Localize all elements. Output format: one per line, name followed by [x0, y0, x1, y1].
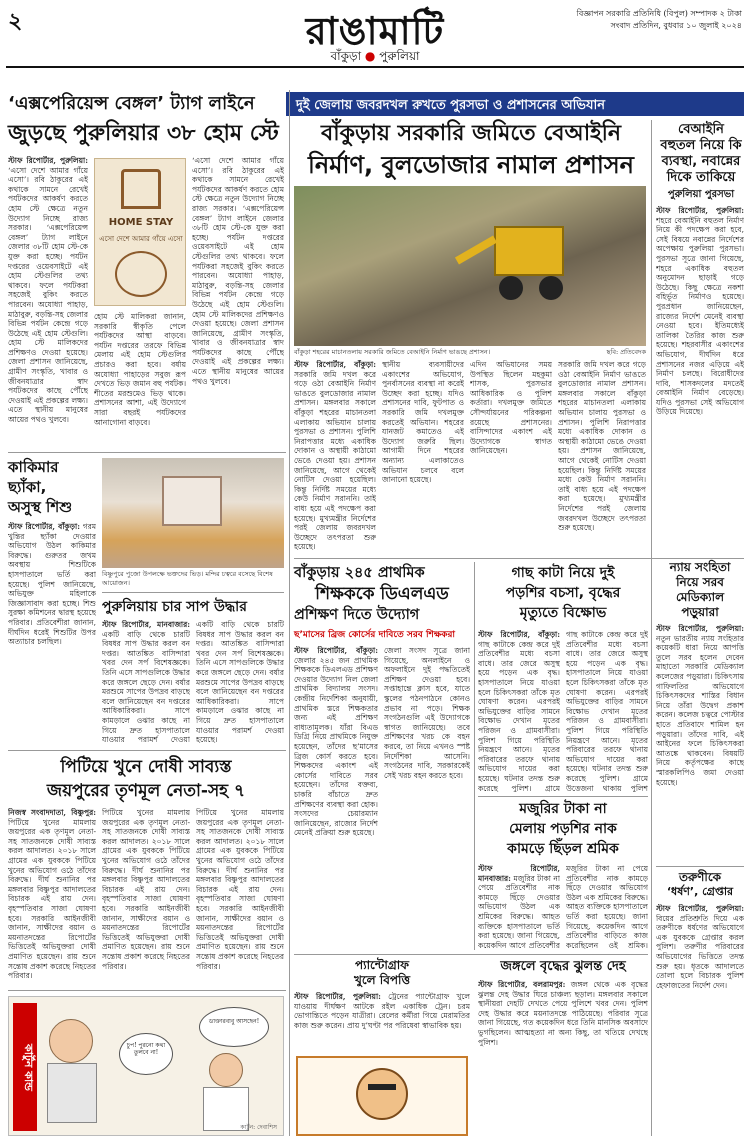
homestay-image — [94, 158, 186, 306]
wage-body-col2 — [566, 864, 648, 950]
snake-body-cont: একটি বাড়ি থেকে চারটি বিষধর সাপ উদ্ধার করল বন দপ্তর। আতঙ্কিত বাসিন্দারা খবর দেন সর্প বিশেষজ্ঞকে। তিনি এসে সাপগুলিকে উদ্ধার করে জঙ্গলে ছেড়ে দেন। বর্ষার মরশুমে সাপের উপদ্রব বাড়ছে বলে জানিয়েছেন বন দপ্তরের আধিকারিকরা। সাপে কামড়ালে ওঝার কাছে না গিয়ে দ্রুত হাসপাতালে যাওয়ার পরামর্শ দেওয়া হয়েছে। — [196, 620, 284, 744]
masthead-sub-right: পুরুলিয়া — [379, 49, 420, 63]
column-divider — [474, 562, 475, 950]
purasabha-body-text: শহরে বেআইনি বহুতল নির্মাণ নিয়ে কী পদক্ষেপ করা হবে, সেই বিষয়ে নবান্নের নির্দেশের অপেক্ষায় পুরুলিয়া পুরসভা। পুরসভা সূত্রে জানা গিয়েছে, শহরে একাধিক বহুতল অনুমোদন ছাড়াই গড়ে উঠেছে। কিছু ক্ষেত্রে নকশা বহির্ভূত নির্মাণও হয়েছে। পুরপ্রধান জানিয়েছেন, রাজ্যের নির্দেশ মেনেই ব্যবস্থা নেওয়া হবে। ইতিমধ্যেই তালিকা তৈরির কাজ শুরু হয়েছে। — [656, 215, 744, 350]
homestay-body-cont: ‘এসো দেশে আমার গাঁয়ে এসো’। রবি ঠাকুরের এই কথাকে সামনে রেখেই পর্যটকদের আকর্ষণ করতে হোম স্টে ক্ষেত্রে নতুন উদ্যোগ নিচ্ছে রাজ্য সরকার। ‘এক্সপেরিয়েন্স বেঙ্গল’ ট্যাগ লাইনে জেলার ৩৮টি হোম স্টে-কে যুক্ত করা হচ্ছে। পর্যটন দপ্তরের ওয়েবসাইটে এই হোম স্টেগুলির তথ্য থাকবে। ফলে পর্যটকরা সহজেই বুকিং করতে পারবেন। অযোধ্যা পাহাড়, মাঠাবুরু, বড়ন্তি-সহ জেলার বিভিন্ন পর্যটন কেন্দ্রে গড়ে উঠেছে এই হোম স্টেগুলি। হোম স্টে মালিকদের প্রশিক্ষণও দেওয়া হয়েছে। জেলা প্রশাসন জানিয়েছে, গ্রামীণ সংস্কৃতি, খাবার ও জীবনযাত্রার স্বাদ পর্যটকদের কাছে পৌঁছে দেওয়াই এই প্রকল্পের লক্ষ্য। এতে স্থানীয় মানুষের আয়ের পথও খুলবে। — [192, 156, 284, 386]
pantograph-headline-1: প্যান্টোগ্রাফ — [354, 958, 410, 972]
deled-body2: জেলা সংসদ সূত্রে জানা গিয়েছে, অনলাইনে ও অফলাইনে দুই পদ্ধতিতেই প্রশিক্ষণ দেওয়া হবে। সপ্তাহান্তে ক্লাস হবে, যাতে স্কুলের পঠনপাঠনে কোনও প্রভাব না পড়ে। শিক্ষক সংগঠনগুলি এই উদ্যোগকে স্বাগত জানিয়েছে। তবে প্রশিক্ষণের খরচ কে বহন করবে, তা নিয়ে এখনও স্পষ্ট নির্দেশিকা আসেনি। সংগঠনের দাবি, সরকারকেই সেই খরচ বহন করতে হবে। — [384, 646, 470, 780]
wage-byline: স্টাফ রিপোর্টার, মানবাজার: — [478, 864, 560, 883]
pantograph-body — [294, 992, 470, 1052]
masthead-title: রাঙামাটি — [305, 8, 445, 53]
divider — [656, 866, 744, 867]
bulldozer-body2: স্থানীয় ব্যবসায়ীদের একাংশের অভিযোগ, পুনর্বাসনের ব্যবস্থা না করেই উচ্ছেদ করা হচ্ছে। যদিও প্রশাসনের দাবি, ফুটপাত ও সরকারি জমি দখলমুক্ত করতেই অভিযান। শহরের যানজট কমাতেও এই উদ্যোগ জরুরি ছিল। আগামী দিনে শহরের অন্যান্য এলাকাতেও অভিযান চলবে বলে জানানো হয়েছে। — [382, 360, 464, 485]
sanhita-byline: স্টাফ রিপোর্টার, পুরুলিয়া: — [656, 624, 744, 633]
kakimar-headline-2: ছ্যাঁকা, — [8, 478, 47, 496]
jungle-headline: জঙ্গলে বৃদ্ধের ঝুলন্ত দেহ — [500, 959, 626, 974]
divider — [8, 750, 286, 751]
tree-headline-1: গাছ কাটা নিয়ে দুই — [511, 565, 615, 581]
purasabha-headline-2: বহুতল নিয়ে কি — [660, 138, 742, 153]
sunglasses-icon — [368, 1084, 396, 1090]
bulldozer-byline: স্টাফ রিপোর্টার, বাঁকুড়া: — [294, 360, 376, 369]
masthead-subtitle — [300, 48, 450, 68]
wheel-icon — [499, 276, 523, 300]
bulldozer-body-col4 — [558, 360, 646, 552]
pantograph-headline-2: খুলে বিপত্তি — [353, 973, 411, 987]
bulldozer-body-cont: সরকারি জমি দখল করে গড়ে ওঠা বেআইনি নির্মাণ ভাঙতে বুলডোজার নামাল প্রশাসন। মঙ্গলবার সকালে বাঁকুড়া শহরের মাচানতলা এলাকায় অভিযান চালায় পুরসভা ও প্রশাসন। পুলিশি নিরাপত্তার মধ্যে একাধিক দোকান ও অস্থায়ী কাঠামো ভেঙে দেওয়া হয়। প্রশাসন জানিয়েছে, আগে থেকেই নোটিস দেওয়া হয়েছিল। কিন্তু নির্দিষ্ট সময়ের মধ্যে কেউ নির্মাণ সরাননি। তাই বাধ্য হয়ে এই পদক্ষেপ করা হয়েছে। মুখ্যমন্ত্রীর নির্দেশের পরই জেলায় জবরদখল উচ্ছেদে তৎপরতা শুরু হয়েছে। — [558, 360, 646, 533]
homestay-body-col2 — [94, 312, 186, 446]
bulldozer-body-col1 — [294, 360, 376, 552]
tree-headline-3: মৃত্যুতে বিক্ষোভ — [519, 605, 607, 621]
bulldozer-photo-credit: ছবি: প্রতিবেদক — [606, 348, 646, 356]
deled-headline-2: শিক্ষককে ডিএলএড — [315, 584, 449, 604]
masthead-meta-line1: বিজ্ঞাপন সরকারি প্রতিনিধি (বিপুল) সম্পাদক ২ টাকা — [576, 9, 742, 18]
sanhita-headline-1: ন্যায় সংহিতা — [669, 560, 731, 574]
deled-body: জেলার ২৪৫ জন প্রাথমিক শিক্ষককে ডিএলএড প্রশিক্ষণ দেওয়ার উদ্যোগ নিল জেলা প্রাথমিক বিদ্যালয় সংসদ। কেন্দ্রীয় নির্দেশিকা অনুযায়ী, প্রাথমিক স্তরে শিক্ষকতার জন্য এই প্রশিক্ষণ বাধ্যতামূলক। যাঁরা বিএড ডিগ্রি নিয়ে প্রাথমিকে নিযুক্ত হয়েছেন, তাঁদের ছ’মাসের ব্রিজ কোর্স করতে হবে। শিক্ষকদের একাংশ এই কোর্সের দাবিতে সরব হয়েছেন। তাঁদের বক্তব্য, চাকরি বাঁচাতে দ্রুত প্রশিক্ষণের ব্যবস্থা করা হোক। সংসদের চেয়ারম্যান জানিয়েছেন, রাজ্যের নির্দেশ মেনেই প্রক্রিয়া শুরু হয়েছে। — [294, 655, 378, 838]
cartoon-credit: কার্টুন: দেবাশিস — [240, 1124, 277, 1131]
torunike-headline-1: তরুণীকে — [678, 870, 722, 884]
tree-body-col1 — [478, 630, 560, 792]
puja-photo — [102, 458, 284, 568]
jaipur-headline-2: জয়পুরের তৃণমূল নেতা-সহ ৭ — [46, 781, 246, 801]
divider — [656, 558, 744, 559]
bulldozer-body-col2 — [382, 360, 464, 552]
torunike-byline: স্টাফ রিপোর্টার, পুরুলিয়া: — [656, 904, 744, 913]
homestay-body-col1 — [8, 156, 88, 446]
bulldozer-icon — [494, 226, 564, 276]
deled-subhead: ছ’মাসের ব্রিজ কোর্সের দাবিতে সরব শিক্ষকরা — [294, 630, 456, 640]
purasabha-byline: স্টাফ রিপোর্টার, পুরুলিয়া: — [656, 206, 744, 215]
jaipur-body-col3 — [196, 808, 284, 984]
homestay-headline-1: ‘এক্সপেরিয়েন্স বেঙ্গল’ ট্যাগ লাইনে — [8, 93, 255, 114]
temple-icon — [162, 476, 222, 526]
masthead-meta — [542, 8, 742, 32]
jaipur-byline: নিজস্ব সংবাদদাতা, বিষ্ণুপুর: — [8, 808, 96, 817]
snake-headline: পুরুলিয়ায় চার সাপ উদ্ধার — [102, 599, 247, 615]
divider — [294, 954, 648, 955]
jaipur-body-col1 — [8, 808, 96, 984]
divider — [8, 990, 286, 991]
sanhita-headline-2: নিয়ে সরব — [676, 575, 724, 589]
masthead-rule — [6, 66, 744, 68]
homestay-image-tagline: এসো দেশে আমার গাঁয়ে এসো — [99, 235, 183, 243]
tree-body-cont: গাছ কাটাকে কেন্দ্র করে দুই প্রতিবেশীর মধ্যে বচসা বাধে। তার জেরে অসুস্থ হয়ে পড়েন এক বৃদ্ধ। হাসপাতালে নিয়ে যাওয়া হলে চিকিৎসকরা তাঁকে মৃত ঘোষণা করেন। এরপরই অভিযুক্তের বাড়ির সামনে বিক্ষোভ দেখান মৃতের পরিজন ও গ্রামবাসীরা। পুলিশ গিয়ে পরিস্থিতি নিয়ন্ত্রণে আনে। মৃতের পরিবারের তরফে থানায় অভিযোগ দায়ের করা হয়েছে। ঘটনার তদন্ত শুরু করেছে পুলিশ। গ্রামে উত্তেজনা থাকায় পুলিশ — [566, 630, 648, 792]
column-divider — [651, 120, 652, 1136]
kakimar-headline-1: কাকিমার — [8, 458, 59, 476]
purasabha-body-text2: শহরবাসীর একাংশের অভিযোগ, দীর্ঘদিন ধরে প্রশাসনের নজর এড়িয়ে এই নির্মাণ চলছে। বিরোধীদের দাবি, শাসকদলের মদতেই বেআইনি নির্মাণ বেড়েছে। যদিও পুরসভা সেই অভিযোগ উড়িয়ে দিয়েছে। — [656, 340, 744, 417]
deled-body-col2 — [384, 646, 470, 948]
tree-headline-2: পড়শির বচসা, বৃদ্ধের — [505, 585, 621, 601]
masthead-sub-left: বাঁকুড়া — [330, 49, 362, 63]
bulldozer-photo-caption: বাঁকুড়া শহরের মাচানতলায় সরকারি জমিতে বেআইনি নির্মাণ ভাঙছে প্রশাসন। — [294, 348, 491, 356]
homestay-headline-2: জুড়ছে পুরুলিয়ার ৩৮ হোম স্টে — [8, 121, 279, 146]
jaipur-body-cont2: পিটিয়ে খুনের মামলায় জয়পুরের এক তৃণমূল নেতা-সহ সাতজনকে দোষী সাব্যস্ত করল আদালত। ২০১৮ সালে গ্রামের এক যুবককে পিটিয়ে খুনের অভিযোগ ওঠে তাঁদের বিরুদ্ধে। দীর্ঘ শুনানির পর মঙ্গলবার বিষ্ণুপুর আদালতের বিচারক এই রায় দেন। বৃহস্পতিবার সাজা ঘোষণা হবে। সরকারি আইনজীবী জানান, সাক্ষীদের বয়ান ও ময়নাতদন্তের রিপোর্টের ভিত্তিতেই অভিযুক্তরা দোষী প্রমাণিত হয়েছেন। রায় শুনে সন্তোষ প্রকাশ করেছে নিহতের পরিবার। — [196, 808, 284, 971]
jaipur-body-cont: পিটিয়ে খুনের মামলায় জয়পুরের এক তৃণমূল নেতা-সহ সাতজনকে দোষী সাব্যস্ত করল আদালত। ২০১৮ সালে গ্রামের এক যুবককে পিটিয়ে খুনের অভিযোগ ওঠে তাঁদের বিরুদ্ধে। দীর্ঘ শুনানির পর মঙ্গলবার বিষ্ণুপুর আদালতের বিচারক এই রায় দেন। বৃহস্পতিবার সাজা ঘোষণা হবে। সরকারি আইনজীবী জানান, সাক্ষীদের বয়ান ও ময়নাতদন্তের রিপোর্টের ভিত্তিতেই অভিযুক্তরা দোষী প্রমাণিত হয়েছেন। রায় শুনে সন্তোষ প্রকাশ করেছে নিহতের পরিবার। — [102, 808, 190, 971]
cartoon-face2-icon — [209, 1053, 243, 1087]
jungle-body — [478, 980, 648, 1136]
jaipur-body-col2 — [102, 808, 190, 984]
kakimar-byline: স্টাফ রিপোর্টার, বাঁকুড়া: — [8, 522, 80, 531]
bulldozer-headline-1: বাঁকুড়ায় সরকারি জমিতে বেআইনি — [320, 121, 622, 146]
wage-body: মজুরির টাকা না পেয়ে প্রতিবেশীর নাক কামড়ে ছিঁড়ে দেওয়ার অভিযোগ উঠল এক শ্রমিকের বিরুদ্ধে। আহত ব্যক্তিকে হাসপাতালে ভর্তি করা হয়েছে। জানা গিয়েছে, কয়েকদিন আগে প্রতিবেশীর — [478, 873, 560, 950]
purasabha-headline-3: ব্যবস্থা, নবান্নের — [661, 154, 741, 169]
cartoon-side-label: কার্টুন কান্ড — [13, 1003, 37, 1131]
sanhita-headline-4: পড়ুয়ারা — [681, 605, 719, 619]
snake-byline: স্টাফ রিপোর্টার, মানবাজার: — [102, 620, 190, 629]
purasabha-headline-1: বেআইনি — [678, 122, 724, 137]
page-number: ২ — [8, 8, 23, 34]
wheel-icon — [539, 276, 563, 300]
sanhita-body-text: নতুন ভারতীয় ন্যায় সংহিতার কয়েকটি ধারা নিয়ে আপত্তি তুলে সরব হলেন দেবেন মাহাতো সরকারি মেডিক্যাল কলেজের পড়ুয়ারা। চিকিৎসায় গাফিলতির অভিযোগে চিকিৎসকদের শাস্তির বিধান নিয়ে তাঁরা উদ্বেগ প্রকাশ করেন। কলেজ চত্বরে পোস্টার হাতে প্রতিবাদে শামিল হন পড়ুয়ারা। তাঁদের দাবি, এই আইনের ফলে চিকিৎসকরা আতঙ্কে থাকবেন। বিষয়টি নিয়ে কর্তৃপক্ষের কাছে স্মারকলিপিও জমা দেওয়া হয়েছে। — [656, 633, 744, 787]
cartoon-body-icon — [47, 1063, 97, 1123]
bulldozer-headline-2: নির্মাণ, বুলডোজার নামাল প্রশাসন — [307, 151, 635, 179]
tree-byline: স্টাফ রিপোর্টার, বাঁকুড়া: — [478, 630, 560, 639]
divider — [478, 796, 648, 797]
snake-body-col1 — [102, 620, 190, 744]
torunike-body — [656, 904, 744, 1134]
logo-emblem-icon — [115, 251, 167, 297]
tree-body: গাছ কাটাকে কেন্দ্র করে দুই প্রতিবেশীর মধ্যে বচসা বাধে। তার জেরে অসুস্থ হয়ে পড়েন এক বৃদ্ধ। হাসপাতালে নিয়ে যাওয়া হলে চিকিৎসকরা তাঁকে মৃত ঘোষণা করেন। এরপরই অভিযুক্তের বাড়ির সামনে বিক্ষোভ দেখান মৃতের পরিজন ও গ্রামবাসীরা। পুলিশ গিয়ে পরিস্থিতি নিয়ন্ত্রণে আনে। মৃতের পরিবারের তরফে থানায় অভিযোগ দায়ের করা হয়েছে। ঘটনার তদন্ত শুরু করেছে পুলিশ। গ্রামে — [478, 639, 560, 792]
cartoon-illustration — [296, 1056, 468, 1136]
torunike-headline-2: ‘ধর্ষণ’, গ্রেপ্তার — [666, 885, 734, 898]
torunike-body-text: বিয়ের প্রতিশ্রুতি দিয়ে এক তরুণীকে ধর্ষণের অভিযোগে এক যুবককে গ্রেপ্তার করল পুলিশ। তরুণীর পরিবারের অভিযোগের ভিত্তিতে তদন্ত শুরু হয়। ধৃতকে আদালতে তোলা হলে বিচারক পুলিশ হেফাজতের নির্দেশ দেন। — [656, 913, 744, 990]
homestay-body2: হোম স্টে মালিকরা জানান, সরকারি স্বীকৃতি পেলে পর্যটকদের আস্থা বাড়বে। পর্যটন দপ্তরের তরফে বিভিন্ন মেলায় এই হোম স্টেগুলির প্রচারও করা হবে। বর্ষায় অযোধ্যা পাহাড়ের সবুজ রূপ দেখতে ভিড় জমান বহু পর্যটক। শীতের মরশুমেও ভিড় থাকে। প্রশাসনের আশা, এই উদ্যোগে সারা বছরই পর্যটকদের আনাগোনা বাড়বে। — [94, 312, 186, 427]
deled-byline: স্টাফ রিপোর্টার, বাঁকুড়া: — [294, 646, 378, 655]
bulldozer-body-col3 — [470, 360, 552, 552]
bulldozer-arm-icon — [455, 236, 497, 265]
masthead-date: সংবাদ প্রতিদিন, বুধবার ১০ জুলাই ২০২৪ — [610, 21, 742, 30]
jungle-byline: স্টাফ রিপোর্টার, বলরামপুর: — [478, 980, 566, 989]
kakimar-body-text: গরম খুন্তির ছ্যাঁকা দেওয়ার অভিযোগ উঠল কাকিমার বিরুদ্ধে। গুরুতর জখম অবস্থায় শিশুটিকে হাসপাতালে ভর্তি করা হয়েছে। পুলিশ জানিয়েছে, অভিযুক্ত মহিলাকে জিজ্ঞাসাবাদ করা হচ্ছে। শিশু সুরক্ষা কমিশনের দ্বারস্থ হয়েছে পরিবার। প্রতিবেশীরা জানান, দীর্ঘদিন ধরেই শিশুটির উপর অত্যাচার চলছিল। — [8, 522, 96, 647]
sanhita-headline-3: মেডিক্যাল — [675, 590, 725, 604]
column-divider — [289, 90, 290, 1136]
house-icon — [121, 169, 161, 209]
sanhita-body — [656, 624, 744, 862]
wage-body-cont: মজুরির টাকা না পেয়ে প্রতিবেশীর নাক কামড়ে ছিঁড়ে দেওয়ার অভিযোগ উঠল এক শ্রমিকের বিরুদ্ধে। আহত ব্যক্তিকে হাসপাতালে ভর্তি করা হয়েছে। জানা গিয়েছে, কয়েকদিন আগে প্রতিবেশীর বাড়িতে কাজ করেছিলেন ওই শ্রমিক। — [566, 864, 648, 950]
kakimar-body — [8, 522, 96, 744]
purasabha-headline-4: দিকে তাকিয়ে — [666, 170, 736, 185]
pantograph-body-text: ট্রেনের প্যান্টোগ্রাফ খুলে যাওয়ায় দীর্ঘক্ষণ আটকে রইল একাধিক ট্রেন। চরম ভোগান্তিতে পড়েন যাত্রীরা। রেলের কর্মীরা গিয়ে মেরামতির কাজ শুরু করেন। প্রায় দু’ঘণ্টা পর পরিষেবা স্বাভাবিক হয়। — [294, 992, 470, 1030]
section-banner-text: দুই জেলায় জবরদখল রুখতে পুরসভা ও প্রশাসনের অভিযান — [296, 98, 606, 113]
wage-body-col1 — [478, 864, 560, 950]
face-icon — [356, 1068, 408, 1120]
tree-body-col2 — [566, 630, 648, 792]
divider — [8, 452, 286, 453]
homestay-image-label: HOME STAY — [108, 217, 174, 228]
jaipur-headline-1: পিটিয়ে খুনে দোষী সাব্যস্ত — [60, 757, 232, 777]
deled-body-col1 — [294, 646, 378, 948]
kakimar-headline-3: অসুস্থ শিশু — [8, 498, 73, 516]
cartoon-bubble-2: ডাক্তারবাবু আসছেন! — [199, 1007, 269, 1047]
divider — [102, 592, 284, 593]
cartoon-face-icon — [49, 1019, 93, 1063]
homestay-body-col3 — [192, 156, 284, 446]
cartoon-bubble-1: চুপ! পুরনো কথা তুলবে না! — [119, 1033, 173, 1075]
snake-body-col2 — [196, 620, 284, 744]
deled-headline-3: প্রশিক্ষণ দিতে উদ্যোগ — [294, 607, 420, 623]
section-banner — [286, 92, 744, 116]
deled-headline-1: বাঁকুড়ায় ২৪৫ প্রাথমিক — [294, 565, 425, 581]
bulldozer-photo — [294, 186, 646, 346]
separator-dot-icon: ● — [364, 49, 376, 63]
homestay-body: ‘এসো দেশে আমার গাঁয়ে এসো’। রবি ঠাকুরের এই কথাকে সামনে রেখেই পর্যটকদের আকর্ষণ করতে হোম স্টে ক্ষেত্রে নতুন উদ্যোগ নিচ্ছে রাজ্য সরকার। ‘এক্সপেরিয়েন্স বেঙ্গল’ ট্যাগ লাইনে জেলার ৩৮টি হোম স্টে-কে যুক্ত করা হচ্ছে। পর্যটন দপ্তরের ওয়েবসাইটে এই হোম স্টেগুলির তথ্য থাকবে। ফলে পর্যটকরা সহজেই বুকিং করতে পারবেন। অযোধ্যা পাহাড়, মাঠাবুরু, বড়ন্তি-সহ জেলার বিভিন্ন পর্যটন কেন্দ্রে গড়ে উঠেছে এই হোম স্টেগুলি। হোম স্টে মালিকদের প্রশিক্ষণও দেওয়া হয়েছে। জেলা প্রশাসন জানিয়েছে, গ্রামীণ সংস্কৃতি, খাবার ও জীবনযাত্রার স্বাদ পর্যটকদের কাছে পৌঁছে দেওয়াই এই প্রকল্পের লক্ষ্য। এতে স্থানীয় মানুষের আয়ের পথও খুলবে। — [8, 165, 88, 425]
bulldozer-body: সরকারি জমি দখল করে গড়ে ওঠা বেআইনি নির্মাণ ভাঙতে বুলডোজার নামাল প্রশাসন। মঙ্গলবার সকালে বাঁকুড়া শহরের মাচানতলা এলাকায় অভিযান চালায় পুরসভা ও প্রশাসন। পুলিশি নিরাপত্তার মধ্যে একাধিক দোকান ও অস্থায়ী কাঠামো ভেঙে দেওয়া হয়। প্রশাসন জানিয়েছে, আগে থেকেই নোটিস দেওয়া হয়েছিল। কিন্তু নির্দিষ্ট সময়ের মধ্যে কেউ নির্মাণ সরাননি। তাই বাধ্য হয়ে এই পদক্ষেপ করা হয়েছে। মুখ্যমন্ত্রীর নির্দেশের পরই জেলায় জবরদখল উচ্ছেদে তৎপরতা শুরু হয়েছে। — [294, 369, 376, 552]
puja-photo-caption: বিষ্ণুপুরে পুজো উপলক্ষে ভক্তদের ভিড়। মন্দির চত্বরে বসেছে বিশেষ আয়োজন। — [102, 570, 273, 587]
jungle-body-text: জঙ্গল থেকে এক বৃদ্ধের ঝুলন্ত দেহ উদ্ধার ঘিরে চাঞ্চল্য ছড়াল। মঙ্গলবার সকালে স্থানীয়রা দেহটি দেখতে পেয়ে পুলিশে খবর দেন। পুলিশ দেহ উদ্ধার করে ময়নাতদন্তে পাঠিয়েছে। পরিবার সূত্রে জানা গিয়েছে, গত কয়েকদিন ধরে তিনি মানসিক অবসাদে ভুগছিলেন। আত্মহত্যা না অন্য কিছু, তা খতিয়ে দেখছে পুলিশ। — [478, 980, 648, 1047]
wage-headline-2: মেলায় পড়শির নাক — [509, 821, 617, 837]
purasabha-headline-5: পুরুলিয়া পুরসভা — [667, 189, 735, 200]
cartoon-panel — [8, 996, 284, 1136]
homestay-byline: স্টাফ রিপোর্টার, পুরুলিয়া: — [8, 156, 88, 165]
pantograph-byline: স্টাফ রিপোর্টার, পুরুলিয়া: — [294, 992, 381, 1001]
wage-headline-1: মজুরির টাকা না — [519, 801, 607, 817]
wage-headline-3: কামড়ে ছিঁড়ল শ্রমিক — [507, 841, 619, 857]
snake-body: একটি বাড়ি থেকে চারটি বিষধর সাপ উদ্ধার করল বন দপ্তর। আতঙ্কিত বাসিন্দারা খবর দেন সর্প বিশেষজ্ঞকে। তিনি এসে সাপগুলিকে উদ্ধার করে জঙ্গলে ছেড়ে দেন। বর্ষার মরশুমে সাপের উপদ্রব বাড়ছে বলে জানিয়েছেন বন দপ্তরের আধিকারিকরা। সাপে কামড়ালে ওঝার কাছে না গিয়ে দ্রুত হাসপাতালে যাওয়ার পরামর্শ দেওয়া — [102, 629, 190, 744]
purasabha-body — [656, 206, 744, 554]
jaipur-body: পিটিয়ে খুনের মামলায় জয়পুরের এক তৃণমূল নেতা-সহ সাতজনকে দোষী সাব্যস্ত করল আদালত। ২০১৮ সালে গ্রামের এক যুবককে পিটিয়ে খুনের অভিযোগ ওঠে তাঁদের বিরুদ্ধে। দীর্ঘ শুনানির পর মঙ্গলবার বিষ্ণুপুর আদালতের বিচারক এই রায় দেন। বৃহস্পতিবার সাজা ঘোষণা হবে। সরকারি আইনজীবী জানান, সাক্ষীদের বয়ান ও ময়নাতদন্তের রিপোর্টের ভিত্তিতেই অভিযুক্তরা দোষী প্রমাণিত হয়েছেন। রায় শুনে সন্তোষ প্রকাশ করেছে নিহতের পরিবার। — [8, 817, 96, 981]
bulldozer-body3: এদিন অভিযানের সময় উপস্থিত ছিলেন মহকুমা শাসক, পুরসভার আধিকারিক ও পুলিশ কর্তারা। দখলমুক্ত জমিতে সৌন্দর্যায়নের পরিকল্পনা রয়েছে প্রশাসনের। বাসিন্দাদের একাংশ এই উদ্যোগকে স্বাগত জানিয়েছেন। — [470, 360, 552, 456]
